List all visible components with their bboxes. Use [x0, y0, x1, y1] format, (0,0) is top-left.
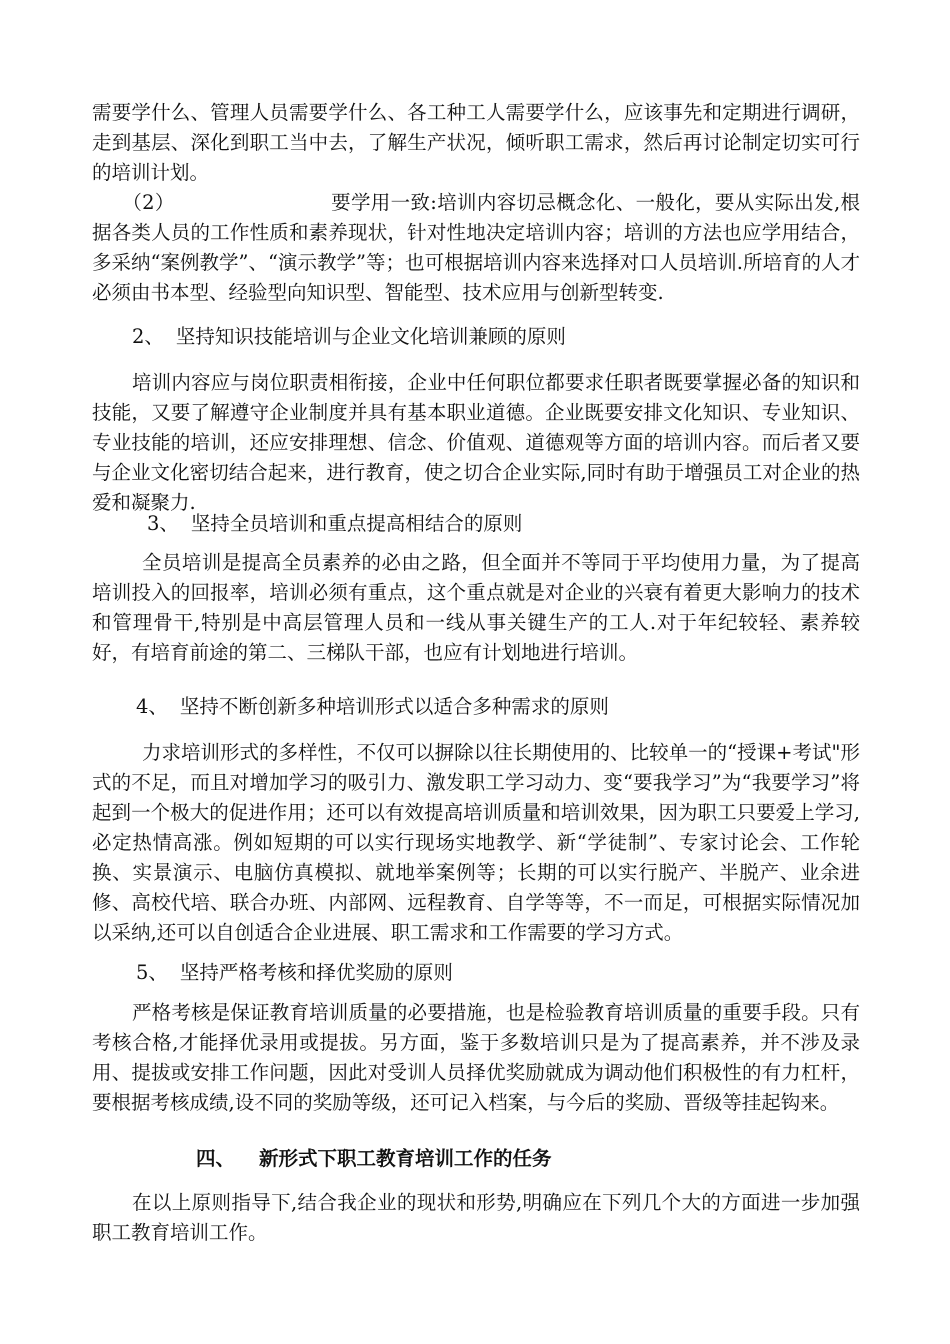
section-3-number: 3、	[147, 512, 179, 535]
part-4-heading	[196, 1144, 552, 1174]
item-2-number: （2）	[122, 191, 175, 214]
section-4-number: 4、	[136, 695, 168, 718]
section-2-heading	[132, 322, 566, 352]
item-2-text: 要学用一致:培训内容切忌概念化、一般化，要从实际出发,根据各类人员的工作性质和素养现状，针对性地决定培训内容；培训的方法也应学用结合，多采纳“案例教学”、“演示教学”等；也可根据培训内容来选择对口人员培训.所培育的人才必须由书本型、经验型向知识型、智能型、技术应用与创新型转变.	[92, 191, 860, 304]
section-2-title: 坚持知识技能培训与企业文化培训兼顾的原则	[175, 325, 566, 348]
section-2-number: 2、	[132, 325, 164, 348]
section-4-heading	[136, 692, 609, 722]
section-3-heading	[147, 509, 522, 539]
section-2-body: 培训内容应与岗位职责相衔接，企业中任何职位都要求任职者既要掌握必备的知识和技能，又要了解遵守企业制度并具有基本职业道德。企业既要安排文化知识、专业知识、专业技能的培训，还应安排理想、信念、价值观、道德观等方面的培训内容。而后者又要与企业文化密切结合起来，进行教育，使之切合企业实际,同时有助于增强员工对企业的热爱和凝聚力.	[92, 371, 860, 514]
section-5-number: 5、	[136, 961, 168, 984]
section-5-title: 坚持严格考核和择优奖励的原则	[179, 961, 453, 984]
section-3-title: 坚持全员培训和重点提高相结合的原则	[190, 512, 523, 535]
part-4-body: 在以上原则指导下,结合我企业的现状和形势,明确应在下列几个大的方面进一步加强职工教育培训工作。	[92, 1191, 860, 1244]
section-5-heading	[136, 958, 453, 988]
section-4-title: 坚持不断创新多种培训形式以适合多种需求的原则	[179, 695, 609, 718]
part-4-number: 四、	[196, 1147, 236, 1170]
section-3-body: 全员培训是提高全员素养的必由之路，但全面并不等同于平均使用力量，为了提高培训投入的回报率，培训必须有重点，这个重点就是对企业的兴衰有着更大影响力的技术和管理骨干,特别是中高层管理人员和一线从事关键生产的工人.对于年纪较轻、素养较好，有培育前途的第二、三梯队干部，也应有计划地进行培训。	[92, 551, 860, 664]
section-4-body: 力求培训形式的多样性，不仅可以摒除以往长期使用的、比较单一的“授课+考试"形式的不足，而且对增加学习的吸引力、激发职工学习动力、变“要我学习”为“我要学习”将起到一个极大的促进作用；还可以有效提高培训质量和培训效果，因为职工只要爱上学习,必定热情高涨。例如短期的可以实行现场实地教学、新“学徒制”、专家讨论会、工作轮换、实景演示、电脑仿真模拟、就地举案例等；长期的可以实行脱产、半脱产、业余进修、高校代培、联合办班、内部网、远程教育、自学等等，不一而足，可根据实际情况加以采纳,还可以自创适合企业进展、职工需求和工作需要的学习方式。	[92, 741, 860, 944]
item-2-paragraph	[92, 188, 860, 308]
paragraph-continuation: 需要学什么、管理人员需要学什么、各工种工人需要学什么，应该事先和定期进行调研，走到基层、深化到职工当中去，了解生产状况，倾听职工需求，然后再讨论制定切实可行的培训计划。	[92, 101, 860, 184]
section-5-body: 严格考核是保证教育培训质量的必要措施，也是检验教育培训质量的重要手段。只有考核合格,才能择优录用或提拔。另方面，鉴于多数培训只是为了提高素养，并不涉及录用、提拔或安排工作问题，因此对受训人员择优奖励就成为调动他们积极性的有力杠杆，要根据考核成绩,设不同的奖励等级，还可记入档案，与今后的奖励、晋级等挂起钩来。	[92, 1001, 860, 1114]
part-4-title: 新形式下职工教育培训工作的任务	[259, 1147, 552, 1170]
